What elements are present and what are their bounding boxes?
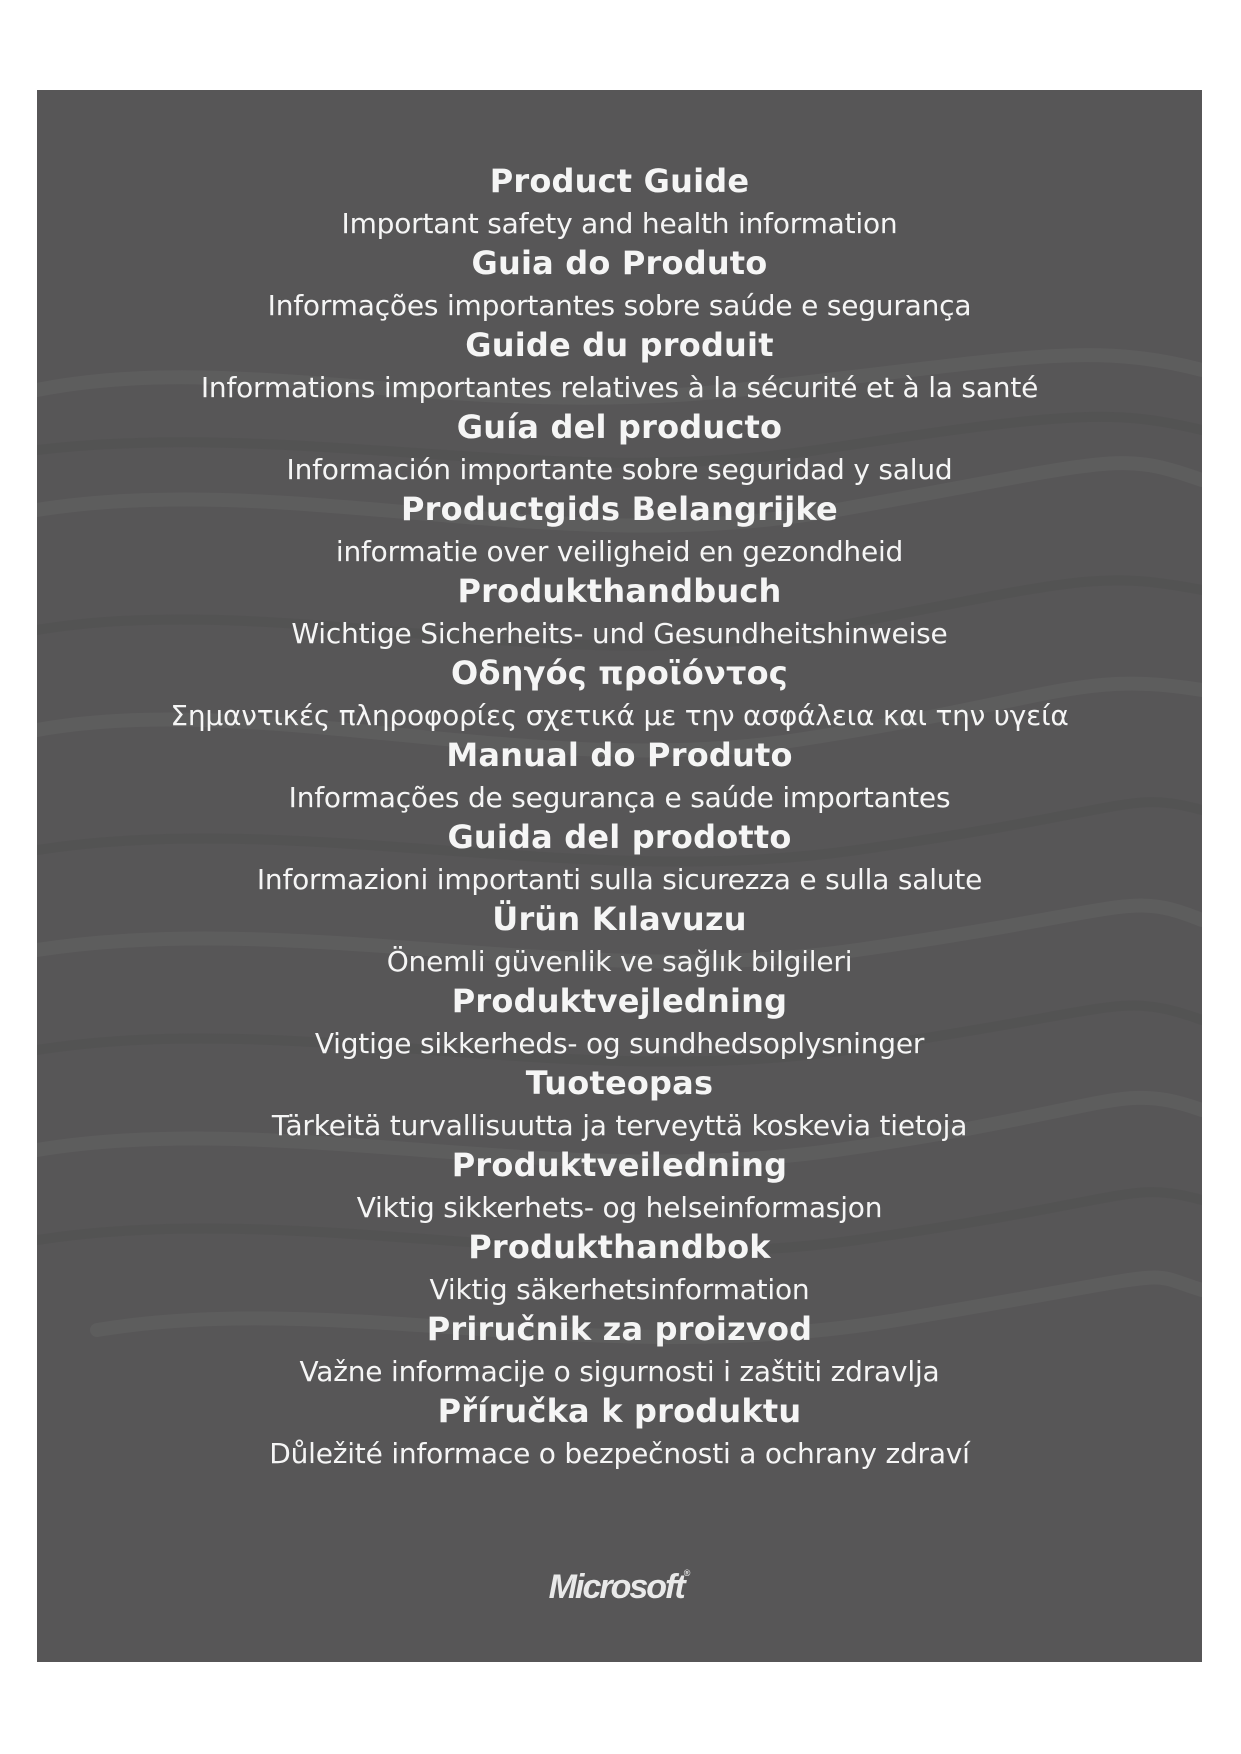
entry-subtitle: Viktig sikkerhets- og helseinformasjon	[356, 1191, 883, 1224]
entry-title: Priručnik za proizvod	[426, 1310, 813, 1348]
entry-subtitle: Informations importantes relatives à la sécurité et à la santé	[200, 371, 1039, 404]
entry-cs	[37, 1392, 1202, 1478]
entry-title: Tuoteopas	[525, 1064, 714, 1102]
entry-title: Příručka k produktu	[437, 1392, 802, 1430]
entry-pt	[37, 736, 1202, 822]
entry-title: Οδηγός προϊόντος	[451, 654, 788, 692]
entry-subtitle: Información importante sobre seguridad y salud	[286, 453, 953, 486]
entry-subtitle: Informações de segurança e saúde importantes	[288, 781, 951, 814]
entry-title: Productgids Belangrijke	[401, 490, 838, 528]
entry-title: Produkthandbok	[468, 1228, 771, 1266]
entry-title: Guia do Produto	[471, 244, 768, 282]
entry-fr	[37, 326, 1202, 412]
entry-subtitle: Viktig säkerhetsinformation	[429, 1273, 810, 1306]
entry-subtitle: Informações importantes sobre saúde e segurança	[267, 289, 972, 322]
entry-subtitle: informatie over veiligheid en gezondheid	[335, 535, 904, 568]
entry-sv	[37, 1228, 1202, 1314]
entry-title: Produktvejledning	[451, 982, 788, 1020]
logo-wordmark: Microsoft	[548, 1568, 684, 1606]
microsoft-logo	[37, 1568, 1202, 1607]
entry-subtitle: Važne informacije o sigurnosti i zaštiti zdravlja	[299, 1355, 940, 1388]
entry-title: Guide du produit	[465, 326, 774, 364]
entry-subtitle: Důležité informace o bezpečnosti a ochrany zdraví	[269, 1437, 970, 1470]
entry-fi	[37, 1064, 1202, 1150]
entry-subtitle: Informazioni importanti sulla sicurezza e sulla salute	[256, 863, 983, 896]
registered-mark: ®	[683, 1568, 691, 1578]
entry-title: Produktveiledning	[451, 1146, 788, 1184]
entry-subtitle: Σημαντικές πληροφορίες σχετικά με την ασφάλεια και την υγεία	[170, 699, 1069, 732]
entry-title: Guida del prodotto	[447, 818, 792, 856]
entry-en	[37, 162, 1202, 248]
entry-title: Produkthandbuch	[457, 572, 782, 610]
entry-pt-br	[37, 244, 1202, 330]
entry-title: Product Guide	[489, 162, 750, 200]
entry-es	[37, 408, 1202, 494]
entry-title: Guía del producto	[456, 408, 783, 446]
entry-da	[37, 982, 1202, 1068]
entry-tr	[37, 900, 1202, 986]
entry-subtitle: Tärkeitä turvallisuutta ja terveyttä koskevia tietoja	[271, 1109, 968, 1142]
entry-title: Manual do Produto	[446, 736, 793, 774]
entry-subtitle: Important safety and health information	[341, 207, 898, 240]
entry-de	[37, 572, 1202, 658]
entry-hr	[37, 1310, 1202, 1396]
cover-panel	[37, 90, 1202, 1662]
entry-title: Ürün Kılavuzu	[492, 900, 747, 938]
entry-no	[37, 1146, 1202, 1232]
entry-subtitle: Wichtige Sicherheits- und Gesundheitshinweise	[291, 617, 948, 650]
entry-subtitle: Vigtige sikkerheds- og sundhedsoplysninger	[314, 1027, 925, 1060]
guide-title-list	[37, 162, 1202, 1474]
entry-nl	[37, 490, 1202, 576]
entry-el	[37, 654, 1202, 740]
entry-it	[37, 818, 1202, 904]
entry-subtitle: Önemli güvenlik ve sağlık bilgileri	[386, 945, 853, 978]
